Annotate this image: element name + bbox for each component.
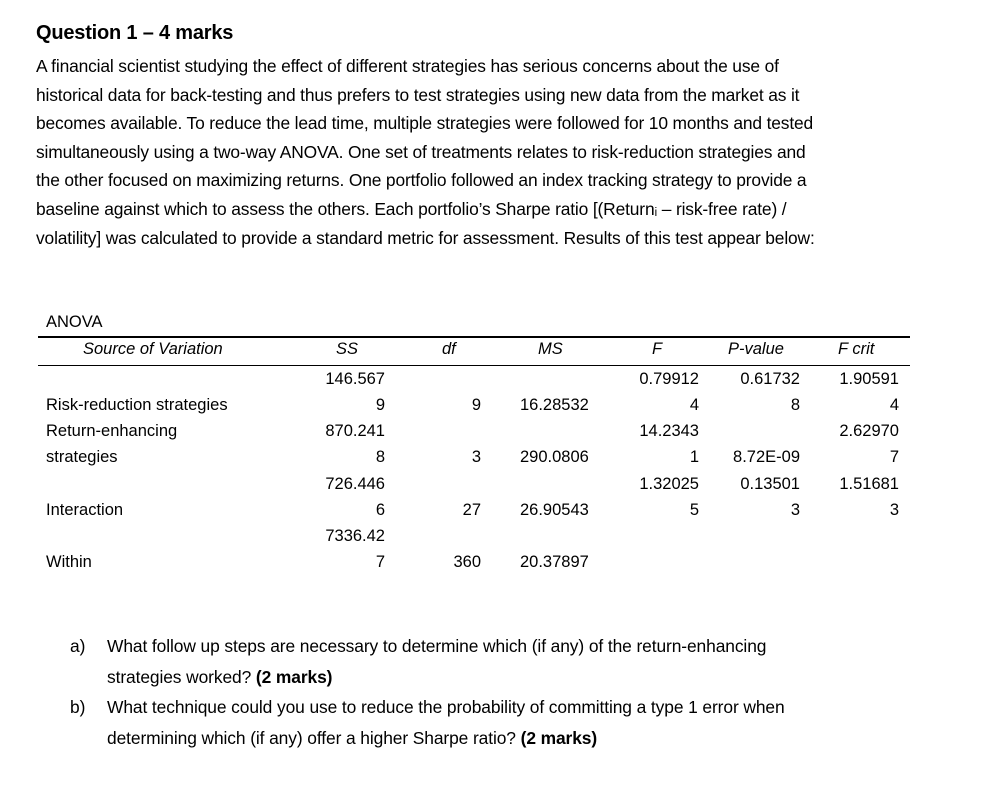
- f-cell-wrap: 1: [689, 448, 699, 466]
- subquestion-line: determining which (if any) offer a higher Sharpe ratio?: [107, 727, 516, 748]
- question-paragraph: [36, 52, 966, 252]
- paragraph-line: A financial scientist studying the effect of different strategies has serious concerns about the use of: [36, 56, 779, 76]
- ms-cell: 290.0806: [520, 448, 589, 466]
- fcrit-cell: 2.62970: [839, 422, 899, 440]
- df-cell: 3: [471, 448, 481, 466]
- paragraph-line: becomes available. To reduce the lead time, multiple strategies were followed for 10 months and tested: [36, 113, 814, 134]
- subquestion-text: [107, 631, 950, 692]
- paragraph-line: simultaneously using a two-way ANOVA. One set of treatments relates to risk-reduction strategies and: [36, 141, 806, 162]
- fcrit-cell: 1.51681: [839, 475, 899, 493]
- header-ms: MS: [538, 340, 563, 358]
- ss-cell-wrap: 7: [375, 553, 385, 571]
- header-ss: SS: [336, 340, 359, 358]
- source-cell-wrap: strategies: [46, 448, 118, 466]
- paragraph-line: baseline against which to assess the others. Each portfolio’s Sharpe ratio [(Returnᵢ – risk-free rate) /: [36, 198, 787, 219]
- subquestion-marks: (2 marks): [255, 666, 333, 687]
- source-cell: Return-enhancing: [46, 422, 178, 440]
- table-header-rule: [38, 365, 910, 366]
- header-df: df: [442, 340, 456, 358]
- table-top-rule: [38, 336, 910, 338]
- ss-cell: 726.446: [325, 475, 385, 493]
- subquestion-marks: (2 marks): [520, 727, 598, 748]
- ss-cell-wrap: 6: [375, 501, 385, 519]
- source-cell: Risk-reduction strategies: [46, 396, 228, 414]
- ss-cell: 870.241: [325, 422, 385, 440]
- header-source: Source of Variation: [83, 340, 223, 358]
- fcrit-cell: 1.90591: [839, 370, 899, 388]
- paragraph-line: historical data for back-testing and thus prefers to test strategies using new data from the market as it: [36, 84, 800, 105]
- pvalue-cell: 8.72E-09: [733, 448, 800, 466]
- pvalue-cell: 0.61732: [740, 370, 800, 388]
- ss-cell: 146.567: [325, 370, 385, 388]
- ms-cell: 16.28532: [520, 396, 589, 414]
- pvalue-cell-wrap: 3: [790, 501, 800, 519]
- subquestion-a: [70, 631, 950, 692]
- subquestion-line: strategies worked?: [107, 666, 252, 687]
- header-fcrit: F crit: [838, 340, 875, 358]
- f-cell: 0.79912: [639, 370, 699, 388]
- ss-cell: 7336.42: [325, 527, 385, 545]
- subquestion-label: b): [70, 697, 86, 717]
- subquestion-line: What technique could you use to reduce the probability of committing a type 1 error when: [107, 697, 785, 717]
- f-cell-wrap: 5: [689, 501, 699, 519]
- f-cell: 1.32025: [639, 475, 699, 493]
- paragraph-line: volatility] was calculated to provide a standard metric for assessment. Results of this test appear below:: [36, 227, 815, 248]
- source-cell: Interaction: [46, 501, 124, 519]
- subquestion-b: [70, 692, 950, 753]
- ms-cell: 26.90543: [520, 501, 589, 519]
- source-cell: Within: [46, 553, 92, 571]
- ms-cell: 20.37897: [520, 553, 589, 571]
- pvalue-cell-wrap: 8: [790, 396, 800, 414]
- fcrit-cell-wrap: 3: [889, 501, 899, 519]
- df-cell: 27: [462, 501, 481, 519]
- fcrit-cell-wrap: 7: [889, 448, 899, 466]
- anova-title: ANOVA: [46, 313, 103, 331]
- subquestion-line: What follow up steps are necessary to determine which (if any) of the return-enhancing: [107, 636, 767, 656]
- subquestion-text: [107, 692, 950, 753]
- header-pvalue: P-value: [728, 340, 784, 358]
- pvalue-cell: 0.13501: [740, 475, 800, 493]
- paragraph-line: the other focused on maximizing returns. One portfolio followed an index tracking strategy to provide a: [36, 170, 807, 191]
- ss-cell-wrap: 8: [375, 448, 385, 466]
- question-heading: Question 1 – 4 marks: [36, 22, 234, 44]
- df-cell: 360: [453, 553, 481, 571]
- ss-cell-wrap: 9: [375, 396, 385, 414]
- subquestion-label: a): [70, 636, 86, 656]
- subquestion-list: [70, 631, 950, 753]
- header-f: F: [652, 340, 663, 358]
- f-cell-wrap: 4: [689, 396, 699, 414]
- fcrit-cell-wrap: 4: [889, 396, 899, 414]
- df-cell: 9: [471, 396, 481, 414]
- f-cell: 14.2343: [639, 422, 699, 440]
